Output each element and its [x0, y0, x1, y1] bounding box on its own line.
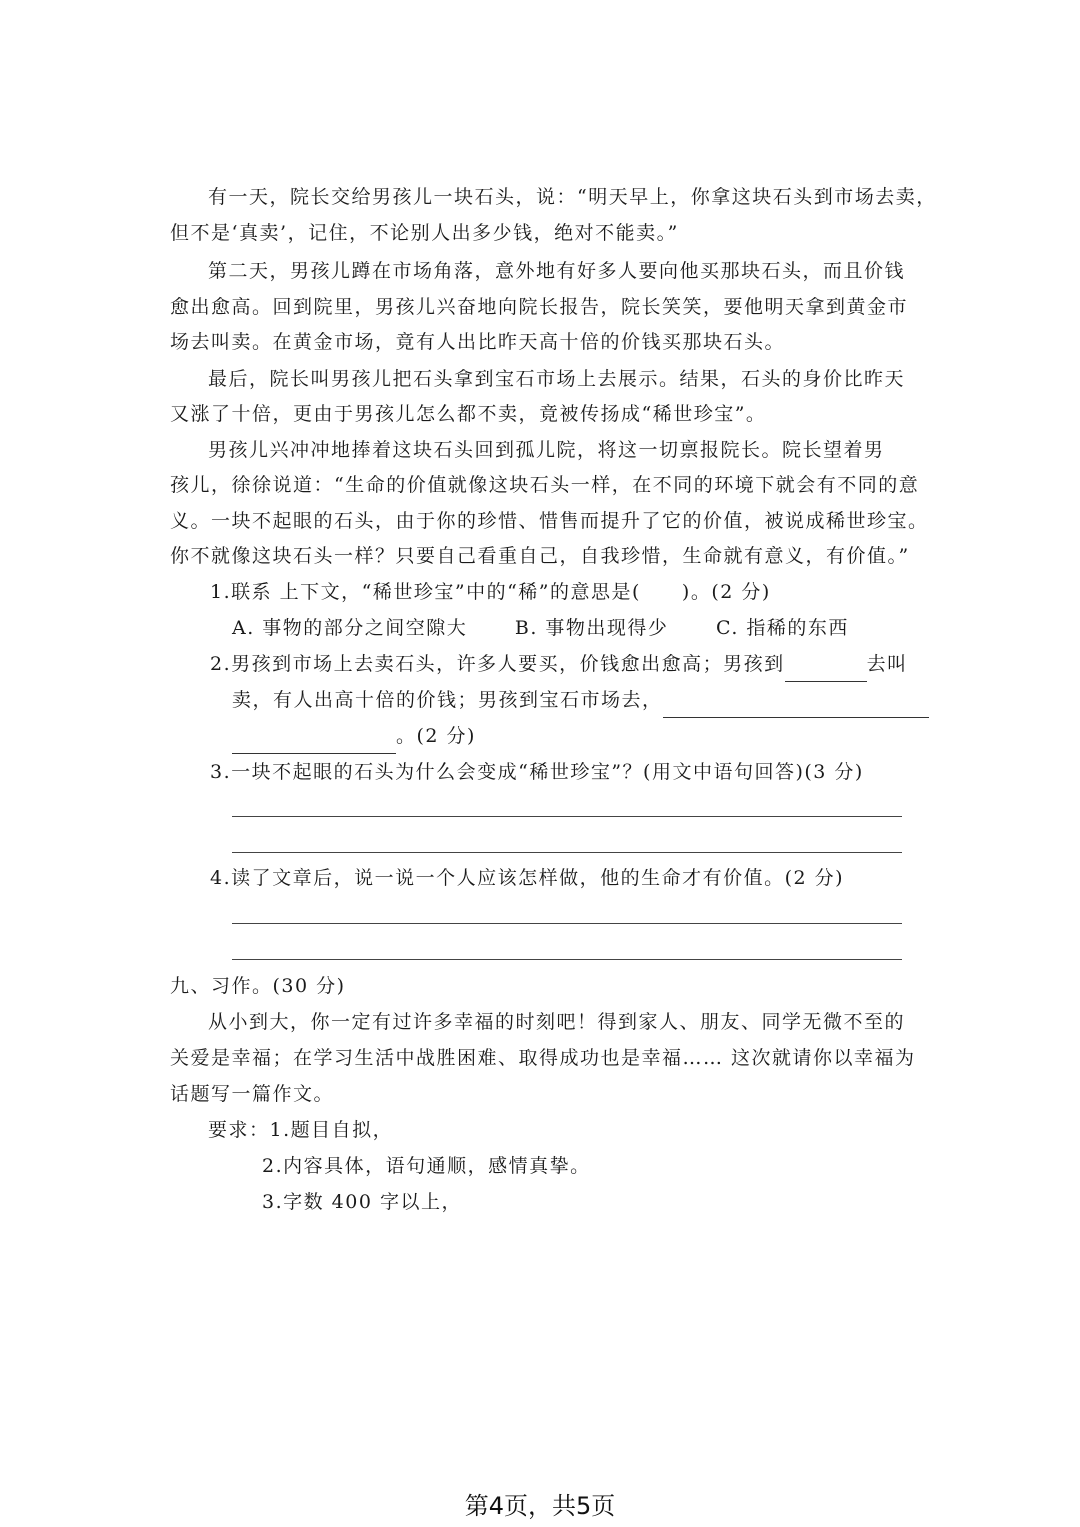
passage-line: 男孩儿兴冲冲地捧着这块石头回到孤儿院，将这一切禀报院长。院长望着男	[208, 439, 885, 461]
option-c[interactable]: C. 指稀的东西	[715, 617, 849, 639]
passage-line: 孩儿，徐徐说道：“生命的价值就像这块石头一样，在不同的环境下就会有不同的意	[170, 474, 920, 496]
option-a[interactable]: A. 事物的部分之间空隙大	[232, 617, 468, 639]
passage-line: 第二天，男孩儿蹲在市场角落，意外地有好多人要向他买那块石头，而且价钱	[208, 260, 906, 282]
composition-requirement: 要求：1.题目自拟，	[208, 1119, 394, 1141]
page-number: 第4页，共5页	[464, 1492, 616, 1520]
question-4: 4.读了文章后，说一说一个人应该怎样做，他的生命才有价值。(2 分)	[210, 867, 845, 889]
answer-blank[interactable]	[232, 727, 396, 754]
question-3: 3.一块不起眼的石头为什么会变成“稀世珍宝”？(用文中语句回答)(3 分)	[210, 761, 864, 783]
answer-line[interactable]	[232, 852, 902, 853]
question-1: 1.联系 上下文，“稀世珍宝”中的“稀”的意思是( )。(2 分)	[210, 581, 771, 603]
question-2-text: 卖，有人出高十倍的价钱；男孩到宝石市场去，	[232, 689, 663, 711]
composition-prompt-line: 关爱是幸福；在学习生活中战胜困难、取得成功也是幸福…… 这次就请你以幸福为	[170, 1047, 916, 1069]
composition-requirement: 2.内容具体，语句通顺，感情真挚。	[262, 1155, 591, 1177]
composition-prompt-line: 从小到大，你一定有过许多幸福的时刻吧！得到家人、朋友、同学无微不至的	[208, 1011, 906, 1033]
passage-line: 你不就像这块石头一样？只要自己看重自己，自我珍惜，生命就有意义，有价值。”	[170, 545, 910, 567]
passage-line: 最后，院长叫男孩儿把石头拿到宝石市场上去展示。结果，石头的身价比昨天	[208, 368, 906, 390]
answer-blank[interactable]	[785, 655, 867, 682]
question-2-line-1	[210, 646, 945, 682]
question-2-line-3	[232, 718, 967, 754]
passage-line: 有一天，院长交给男孩儿一块石头，说：“明天早上，你拿这块石头到市场去卖，	[208, 186, 937, 208]
passage-line: 场去叫卖。在黄金市场，竟有人出比昨天高十倍的价钱买那块石头。	[170, 331, 786, 353]
question-2-line-2	[232, 682, 967, 718]
question-2-text: 去叫	[866, 653, 908, 675]
answer-line[interactable]	[232, 816, 902, 817]
option-b[interactable]: B. 事物出现得少	[514, 617, 669, 639]
composition-heading: 九、习作。(30 分)	[170, 975, 346, 997]
composition-requirement: 3.字数 400 字以上，	[262, 1191, 462, 1213]
answer-blank[interactable]	[663, 691, 929, 718]
question-2-text: 2.男孩到市场上去卖石头，许多人要买，价钱愈出愈高；男孩到	[210, 653, 785, 675]
passage-line: 又涨了十倍，更由于男孩儿怎么都不卖，竟被传扬成“稀世珍宝”。	[170, 403, 767, 425]
passage-line: 愈出愈高。回到院里，男孩儿兴奋地向院长报告，院长笑笑，要他明天拿到黄金市	[170, 296, 909, 318]
answer-line[interactable]	[232, 959, 902, 960]
passage-line: 义。一块不起眼的石头，由于你的珍惜、惜售而提升了它的价值，被说成稀世珍宝。	[170, 510, 929, 532]
composition-prompt-line: 话题写一篇作文。	[170, 1083, 335, 1105]
question-2-text: 。(2 分)	[396, 725, 476, 747]
passage-line: 但不是‘真卖’，记住，不论别人出多少钱，绝对不能卖。”	[170, 222, 679, 244]
answer-line[interactable]	[232, 923, 902, 924]
question-1-options	[232, 610, 967, 646]
